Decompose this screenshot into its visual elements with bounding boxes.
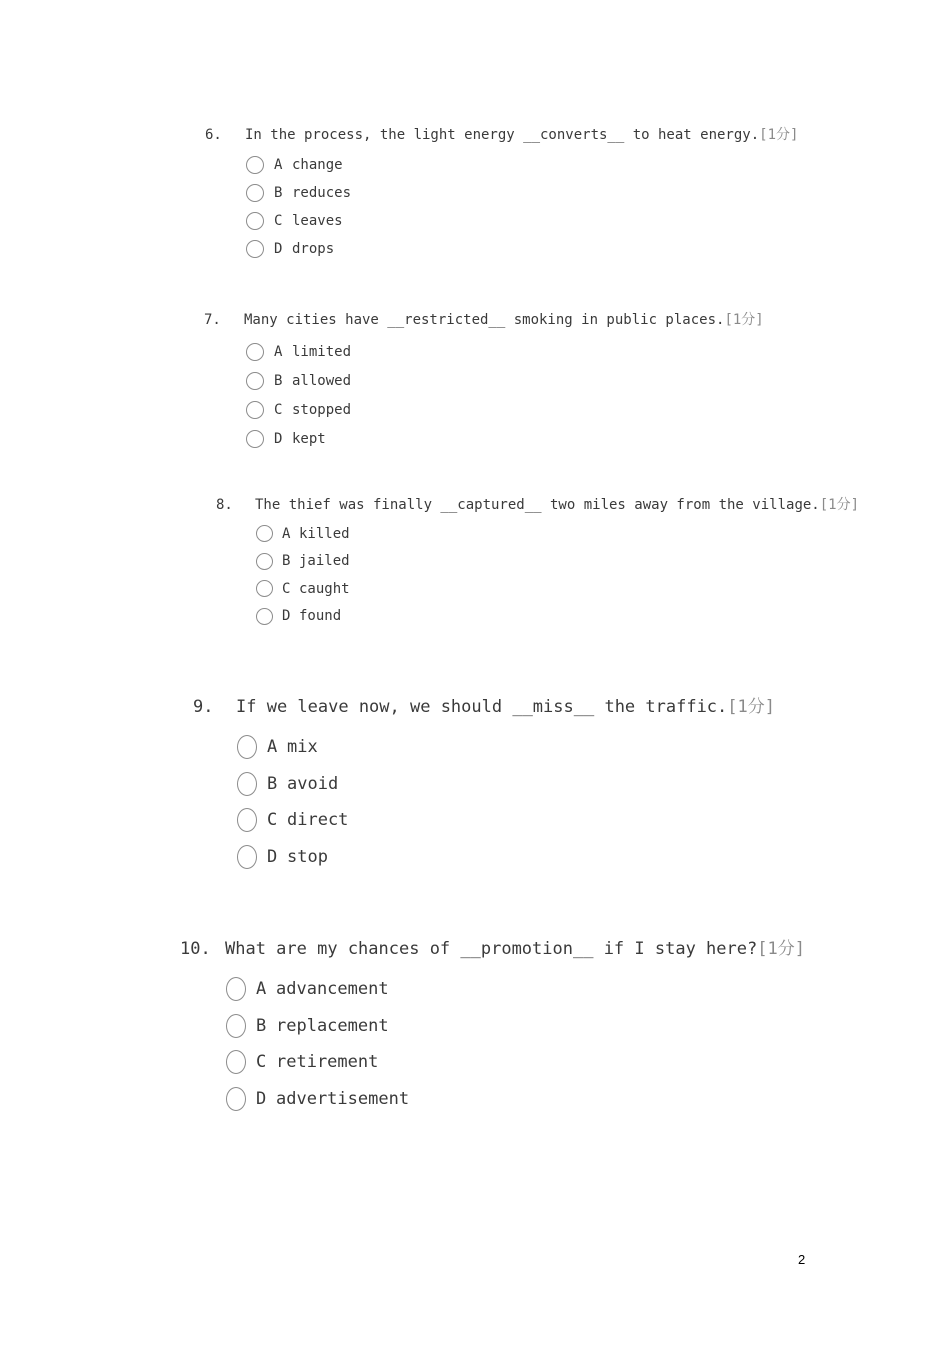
option-text: replacement [276, 1015, 389, 1036]
option-text: caught [299, 580, 350, 597]
option-list [226, 971, 805, 1117]
question-stem [205, 124, 798, 144]
question-stem [193, 692, 775, 717]
option-c[interactable] [226, 1044, 805, 1081]
option-text: killed [299, 525, 350, 542]
question-number: 9. [193, 697, 214, 717]
radio-button[interactable] [256, 580, 273, 597]
option-text: limited [292, 343, 352, 360]
option-text: found [299, 608, 342, 625]
radio-button[interactable] [246, 212, 264, 230]
option-c[interactable] [237, 802, 775, 839]
radio-button[interactable] [237, 772, 257, 796]
option-c[interactable] [246, 207, 798, 235]
radio-button[interactable] [246, 343, 264, 361]
radio-button[interactable] [256, 553, 273, 570]
option-letter: D [274, 241, 283, 257]
option-text: change [292, 157, 343, 173]
question-score: [1分] [727, 697, 775, 717]
option-letter: D [267, 846, 278, 867]
radio-button[interactable] [256, 525, 273, 542]
option-text: stopped [292, 401, 352, 418]
question-number: 7. [204, 312, 221, 328]
option-letter: C [274, 401, 283, 418]
option-letter: D [256, 1088, 267, 1109]
radio-button[interactable] [226, 1087, 246, 1111]
option-letter: C [267, 810, 278, 831]
question-stem [180, 934, 805, 959]
radio-button[interactable] [237, 735, 257, 759]
option-letter: B [282, 553, 291, 570]
option-list [246, 337, 764, 453]
radio-button[interactable] [246, 430, 264, 448]
option-text: mix [287, 737, 318, 758]
option-letter: A [282, 525, 291, 542]
option-text: drops [292, 241, 335, 257]
option-letter: D [274, 430, 283, 447]
option-letter: C [274, 213, 283, 229]
option-list [237, 729, 775, 875]
option-b[interactable] [226, 1008, 805, 1045]
option-c[interactable] [246, 395, 764, 424]
option-a[interactable] [256, 520, 859, 548]
question-8 [216, 494, 859, 630]
option-text: direct [287, 810, 349, 831]
option-text: retirement [276, 1052, 379, 1073]
question-number: 10. [180, 939, 211, 959]
option-c[interactable] [256, 575, 859, 603]
question-text: In the process, the light energy __converts__ to heat energy. [245, 127, 760, 143]
option-letter: A [267, 737, 278, 758]
question-stem [204, 309, 764, 329]
question-7 [204, 309, 764, 453]
option-letter: C [282, 580, 291, 597]
radio-button[interactable] [246, 240, 264, 258]
question-6 [205, 124, 798, 263]
radio-button[interactable] [226, 1050, 246, 1074]
radio-button[interactable] [246, 401, 264, 419]
question-10 [180, 934, 805, 1117]
option-text: advertisement [276, 1088, 410, 1109]
option-letter: B [267, 773, 278, 794]
option-letter: B [274, 372, 283, 389]
option-b[interactable] [237, 766, 775, 803]
option-text: reduces [292, 185, 352, 201]
option-a[interactable] [226, 971, 805, 1008]
question-text: Many cities have __restricted__ smoking in public places. [244, 312, 725, 328]
option-d[interactable] [246, 235, 798, 263]
option-letter: A [256, 979, 267, 1000]
option-b[interactable] [246, 179, 798, 207]
option-letter: D [282, 608, 291, 625]
question-stem [216, 494, 859, 514]
option-d[interactable] [246, 424, 764, 453]
option-d[interactable] [226, 1081, 805, 1118]
option-d[interactable] [256, 603, 859, 631]
option-text: kept [292, 430, 326, 447]
option-d[interactable] [237, 839, 775, 876]
question-text: What are my chances of __promotion__ if I stay here? [225, 939, 758, 959]
question-score: [1分] [757, 939, 805, 959]
radio-button[interactable] [237, 845, 257, 869]
option-a[interactable] [246, 151, 798, 179]
question-score: [1分] [759, 127, 799, 143]
option-text: jailed [299, 553, 350, 570]
question-number: 8. [216, 497, 233, 513]
radio-button[interactable] [246, 156, 264, 174]
option-b[interactable] [246, 366, 764, 395]
radio-button[interactable] [256, 608, 273, 625]
option-list [256, 520, 859, 630]
radio-button[interactable] [237, 808, 257, 832]
option-letter: C [256, 1052, 267, 1073]
option-text: allowed [292, 372, 352, 389]
question-text: The thief was finally __captured__ two miles away from the village. [255, 497, 820, 513]
option-letter: A [274, 343, 283, 360]
radio-button[interactable] [246, 372, 264, 390]
option-text: leaves [292, 213, 343, 229]
option-text: avoid [287, 773, 339, 794]
option-letter: A [274, 157, 283, 173]
option-letter: B [274, 185, 283, 201]
option-a[interactable] [246, 337, 764, 366]
option-text: advancement [276, 979, 389, 1000]
option-a[interactable] [237, 729, 775, 766]
option-letter: B [256, 1015, 267, 1036]
radio-button[interactable] [226, 1014, 246, 1038]
option-text: stop [287, 846, 328, 867]
page-number: 2 [798, 1252, 806, 1267]
option-b[interactable] [256, 548, 859, 576]
option-list [246, 151, 798, 263]
radio-button[interactable] [226, 977, 246, 1001]
question-score: [1分] [724, 312, 764, 328]
radio-button[interactable] [246, 184, 264, 202]
question-9 [193, 692, 775, 875]
question-score: [1分] [819, 497, 860, 513]
question-number: 6. [205, 127, 222, 143]
question-text: If we leave now, we should __miss__ the traffic. [236, 697, 728, 717]
